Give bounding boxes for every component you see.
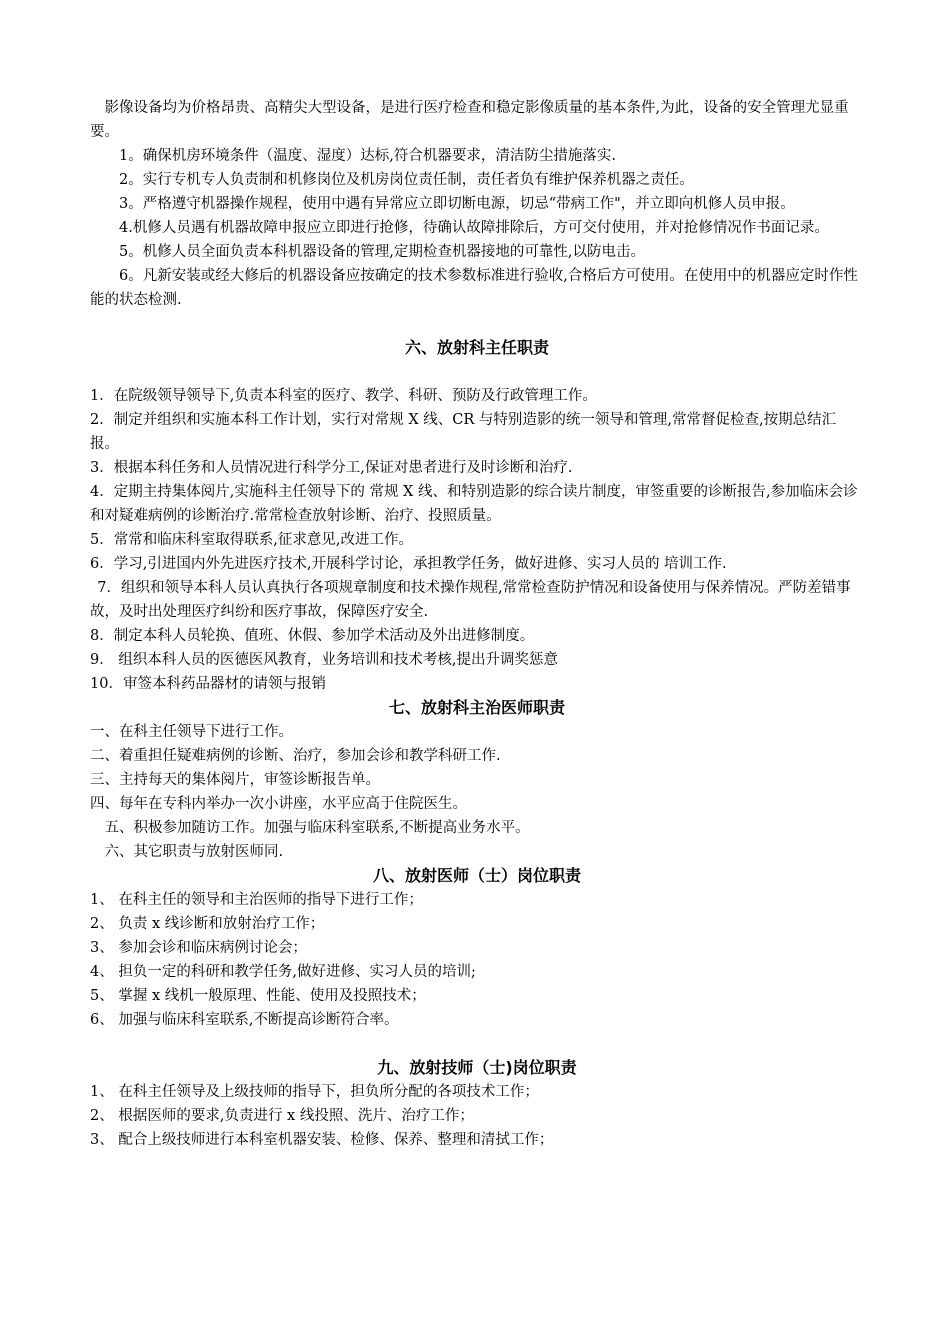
list-item: 4．定期主持集体阅片,实施科主任领导下的 常规 X 线、和特别造影的综合读片制度，审签重要的诊断报告,参加临床会诊和对疑难病例的诊断治疗.常常检查放射诊断、治疗、投照质量。 [90,484,858,524]
list-item: 1．在院级领导领导下,负责本科室的医疗、教学、科研、预防及行政管理工作。 [90,388,597,404]
section-heading: 九、放射技师（士)岗位职责 [377,1058,577,1077]
list-item: 10．审签本科药品器材的请领与报销 [90,676,326,692]
document-page [90,96,864,1152]
section-heading: 八、放射医师（士）岗位职责 [372,866,581,885]
list-item: 8．制定本科人员轮换、值班、休假、参加学术活动及外出进修制度。 [90,628,535,644]
list-item: 6．学习,引进国内外先进医疗技术,开展科学讨论，承担教学任务，做好进修、实习人员的 培训工作. [90,556,727,572]
intro-item: 2。实行专机专人负责制和机修岗位及机房岗位责任制，责任者负有维护保养机器之责任。 [119,172,694,188]
list-item: 9． 组织本科人员的医德医风教育，业务培训和技术考核,提出升调奖惩意 [90,652,558,668]
list-item: 3．根据本科任务和人员情况进行科学分工,保证对患者进行及时诊断和治疗. [90,460,573,476]
intro-item: 3。严格遵守机器操作规程，使用中遇有异常应立即切断电源，切忌“带病工作"，并立即向机修人员申报。 [119,196,795,212]
spacer [90,360,864,384]
list-item: 三、主持每天的集体阅片，审签诊断报告单。 [90,772,380,788]
list-item: 二、着重担任疑难病例的诊断、治疗，参加会诊和教学科研工作. [90,748,501,764]
list-item: 3、 配合上级技师进行本科室机器安装、检修、保养、整理和清拭工作； [90,1132,554,1148]
list-item: 5、 掌握 x 线机一般原理、性能、使用及投照技术； [90,988,426,1004]
intro-item: 6。凡新安装或经大修后的机器设备应按确定的技术参数标准进行验收,合格后方可使用。在使用中的机器应定时作性能的状态检测. [90,268,858,308]
section-heading: 六、放射科主任职责 [404,338,549,357]
intro-item: 4.机修人员遇有机器故障申报应立即进行抢修，待确认故障排除后，方可交付使用，并对抢修情况作书面记录。 [119,220,829,236]
spacer [90,312,864,336]
list-item: 3、 参加会诊和临床病例讨论会； [90,940,307,956]
intro-paragraph: 影像设备均为价格昂贵、高精尖大型设备，是进行医疗检查和稳定影像质量的基本条件,为此，设备的安全管理尤显重要。 [90,100,849,140]
list-item: 六、其它职责与放射医师同. [104,844,284,860]
intro-item: 1。确保机房环境条件（温度、湿度）达标,符合机器要求，清洁防尘措施落实. [119,148,616,164]
list-item: 5．常常和临床科室取得联系,征求意见,改进工作。 [90,532,413,548]
spacer [90,1032,864,1056]
list-item: 四、每年在专科内举办一次小讲座，水平应高于住院医生。 [90,796,467,812]
list-item: 1、 在科主任领导及上级技师的指导下，担负所分配的各项技术工作； [90,1084,539,1100]
list-item: 6、 加强与临床科室联系,不断提高诊断符合率。 [90,1012,399,1028]
list-item: 五、积极参加随访工作。加强与临床科室联系,不断提高业务水平。 [104,820,530,836]
section-heading: 七、放射科主治医师职责 [388,698,565,717]
list-item: 1、 在科主任的领导和主治医师的指导下进行工作； [90,892,423,908]
intro-item: 5。机修人员全面负责本科机器设备的管理,定期检查机器接地的可靠性,以防电击。 [119,244,645,260]
list-item: 7．组织和领导本科人员认真执行各项规章制度和技术操作规程,常常检查防护情况和设备使用与保养情况。严防差错事故，及时出处理医疗纠纷和医疗事故，保障医疗安全. [90,580,851,620]
list-item: 4、 担负一定的科研和教学任务,做好进修、实习人员的培训; [90,964,476,980]
list-item: 一、在科主任领导下进行工作。 [90,724,293,740]
list-item: 2、 根据医师的要求,负责进行 x 线投照、洗片、治疗工作； [90,1108,474,1124]
list-item: 2．制定并组织和实施本科工作计划，实行对常规 X 线、CR 与特别造影的统一领导和管理,常常督促检查,按期总结汇报。 [90,412,837,452]
list-item: 2、 负责 x 线诊断和放射治疗工作； [90,916,325,932]
